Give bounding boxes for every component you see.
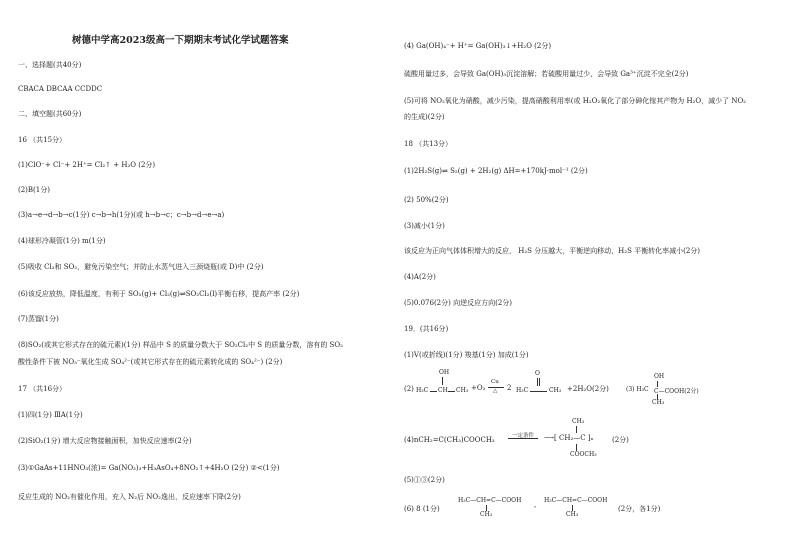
r3-oh: OH xyxy=(654,373,665,380)
q18-heading: 18 （共13分） xyxy=(404,140,453,148)
q17-line-3: (3)①GaAs+11HNO₃(浓)= Ga(NO₃)₃+H₃AsO₄+8NO₂↑+4H₂O (2分) ②<(1分) xyxy=(18,464,280,472)
poly-cooch3: COOCH₃ xyxy=(570,451,597,458)
bond-1 xyxy=(430,391,437,392)
coefficient-2: 2 xyxy=(507,384,512,392)
isomer-2: H₃C—CH=C—COOH xyxy=(544,497,608,504)
q17-line-4: 反应生成的 NO₂有催化作用，充入 N₂后 NO₂逸出，反应速率下降(2分) xyxy=(18,493,241,501)
bond-3 xyxy=(530,391,547,392)
q18-line-4: 该反应为正向气体体积增大的反应， H₂S 分压越大，平衡逆向移动，H₂S 平衡转化率减小(2分) xyxy=(404,247,701,255)
q17-line-2: (2)SiO₂(1分) 增大反应物接触面积，加快反应速率(2分) xyxy=(18,437,192,445)
q17-line-6: 硫酸用量过多，会导致 Ga(OH)₃沉淀溶解；若硫酸用量过少，会导致 Ga³⁺沉淀不完全(2分) xyxy=(404,70,689,78)
carbonyl-bond xyxy=(537,378,538,386)
q16-line-4: (4)球形冷凝管(1分) m(1分) xyxy=(18,237,106,245)
heat-symbol: △ xyxy=(493,388,498,394)
q16-heading: 16 （共15分） xyxy=(18,136,67,144)
q18-line-2: (2) 50%(2分) xyxy=(404,196,449,204)
choice-answers: CBACA DBCAA CCDDC xyxy=(18,85,103,93)
q16-line-1: (1)ClO⁻+ Cl⁻+ 2H⁺= Cl₂↑ + H₂O (2分) xyxy=(18,161,156,169)
section-fill-heading: 二、填空题(共60分) xyxy=(18,110,82,118)
reactant-h3c: H₃C xyxy=(416,387,429,394)
eq2-tail: +2H₂O(2分) xyxy=(567,385,609,393)
carbonyl-o: O xyxy=(535,370,540,377)
poly-top-ch3: CH₃ xyxy=(572,418,585,425)
cu-catalyst: Cu xyxy=(491,379,499,385)
poly-arrow xyxy=(508,438,538,439)
left-column xyxy=(18,0,403,560)
bond-2 xyxy=(448,391,455,392)
poly-bottom-bond xyxy=(576,444,577,451)
section-choice-heading: 一、选择题(共40分) xyxy=(18,61,82,69)
plus-o2: +O₂ xyxy=(471,384,486,392)
q16-line-8a: (8)SO₂(或其它形式存在的硫元素)(1分) 样品中 S 的质量分数大于 SO₂Cl₂中 S 的质量分数，溶有的 SO₂ xyxy=(18,341,343,349)
q18-line-3: (3)减小(1分) xyxy=(404,222,445,230)
poly-chain: ⟶[ CH₂—C ]ₙ xyxy=(544,434,594,442)
right-column xyxy=(404,0,789,560)
q19-heading: 19．(共16分) xyxy=(404,325,449,333)
isomer-1-ch3: CH₃ xyxy=(480,511,493,518)
product-h3c: H₃C xyxy=(516,387,529,394)
page-title: 树德中学高2023级高一下期期末考试化学试题答案 xyxy=(72,35,289,46)
q19-line-5: (5)①③(2分) xyxy=(404,476,445,484)
q18-line-1: (1)2H₂S(g)⇌ S₂(g) + 2H₂(g) ΔH=+170kJ·mol⁻¹ (2分) xyxy=(404,167,588,175)
carbonyl-bond-2 xyxy=(539,378,540,386)
q17-heading: 17 （共16分） xyxy=(18,385,67,393)
isomer-1: H₃C—CH=C—COOH xyxy=(458,497,522,504)
q19-line-6-label: (6) 8 (1分) xyxy=(404,505,440,513)
q16-line-6: (6)该反应放热，降低温度，有利于 SO₂(g)+ Cl₂(g)⇌SO₂Cl₂(l)平衡右移，提高产率 (2分) xyxy=(18,290,300,298)
q17-line-5: (4) Ga(OH)₄⁻+ H⁺= Ga(OH)₃↓+H₂O (2分) xyxy=(404,42,552,50)
q16-line-2: (2)B(1分) xyxy=(18,186,50,194)
oh-bond xyxy=(442,377,443,385)
q19-line-4-score: (2分) xyxy=(612,436,629,444)
q17-line-7a: (5)可将 NO₂氧化为硝酸，减少污染，提高硝酸利用率(或 H₂O₂氧化了部分砷化镓其产物为 H₂O，减少了 NO₂ xyxy=(404,97,746,105)
poly-top-bond xyxy=(576,426,577,433)
q19-line-1: (1)V(或折线)(1分) 羧基(1分) 加成(1分) xyxy=(404,351,529,359)
q16-line-5: (5)吸收 Cl₂和 SO₂，避免污染空气；并防止水蒸气进入三颈烧瓶(或 D)中 (2分) xyxy=(18,263,264,271)
catalyst-label: 一定条件 xyxy=(512,433,535,439)
isomer-sep: , xyxy=(534,501,537,509)
reactant-ch: CH xyxy=(438,387,448,394)
q16-line-8b: 酸性条件下被 NO₃⁻氧化生成 SO₄²⁻(或其它形式存在的硫元素转化成的 SO₄²⁻) (2分) xyxy=(18,358,283,366)
product-ch3: CH₃ xyxy=(549,387,562,394)
reactant-ch3: CH₃ xyxy=(456,387,469,394)
r3-label: (3) H₃C xyxy=(626,386,649,393)
r3-tail: C—COOH(2分) xyxy=(654,388,699,395)
isomer-2-ch3: CH₃ xyxy=(566,511,579,518)
q19-line-2-label: (2) xyxy=(404,385,414,393)
q16-line-7: (7)蒸馏(1分) xyxy=(18,315,59,323)
q19-line-4-monomer: (4)nCH₂=C(CH₃)COOCH₃ xyxy=(404,436,495,444)
q16-line-3: (3)a→e→d→b→c(1分) c→b→h(1分)(或 h→b→c；c→b→d→e→a) xyxy=(18,211,225,219)
oh-label: OH xyxy=(439,369,450,376)
q17-line-7b: 的生成)(2分) xyxy=(404,113,445,121)
q19-line-6-score: (2分，各1分) xyxy=(618,505,661,513)
q18-line-5: (4)A(2分) xyxy=(404,273,436,281)
r3-ch3: CH₃ xyxy=(652,399,665,406)
q17-line-1: (1)四(1分) ⅢA(1分) xyxy=(18,411,83,419)
q18-line-6: (5)0.076(2分) 向逆反应方向(2分) xyxy=(404,299,513,307)
